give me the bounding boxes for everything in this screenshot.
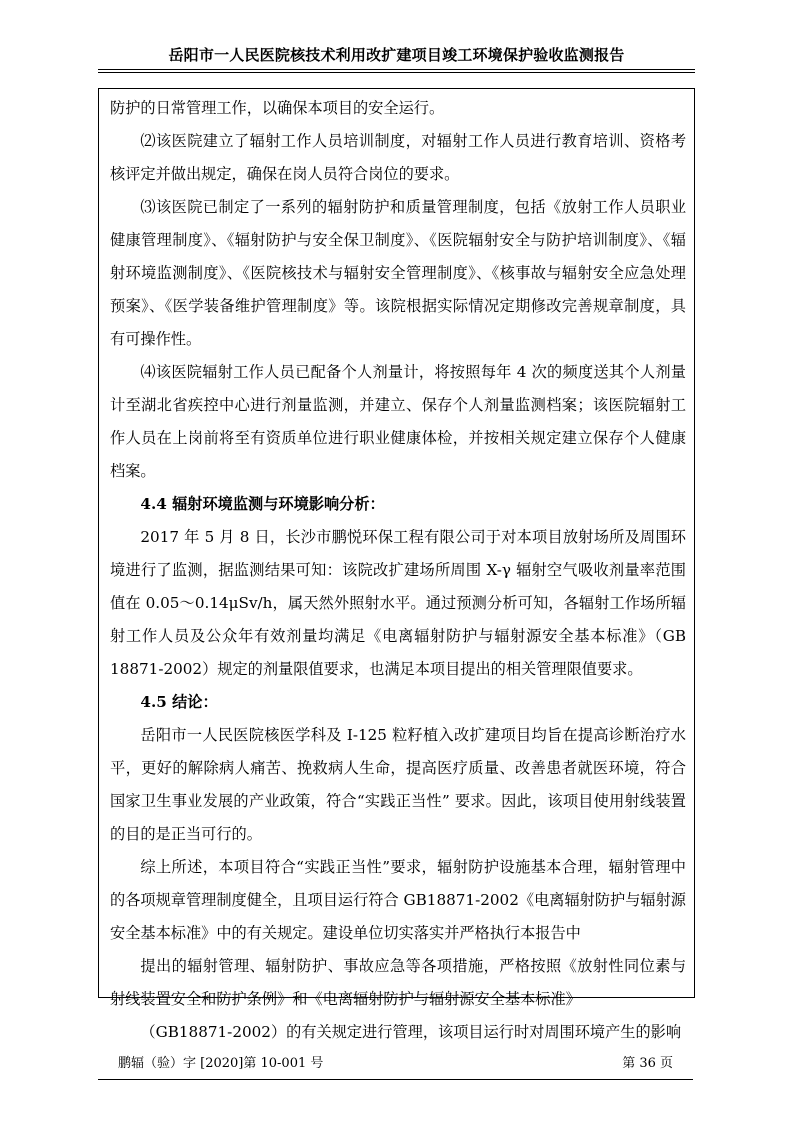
paragraph-conclusion-summary: 综上所述，本项目符合“实践正当性”要求，辐射防护设施基本合理，辐射管理中的各项规章管理制度健全，且项目运行符合 GB18871-2002《电离辐射防护与辐射源安全基本标准》中的有关规定。建设单位切实落实并严格执行本报告中 (110, 858, 686, 942)
section-heading-4-4: 4.4 辐射环境监测与环境影响分析： (140, 495, 385, 513)
document-number: 鹏辐（验）字 [2020]第 10-001 号 (118, 1056, 324, 1071)
header-rule-thick (98, 69, 695, 70)
report-body (110, 92, 686, 1049)
paragraph-continuation: 防护的日常管理工作，以确保本项目的安全运行。 (110, 99, 445, 117)
page-header-title: 岳阳市一人民医院核技术利用改扩建项目竣工环境保护验收监测报告 (168, 46, 625, 64)
paragraph-training-system: ⑵该医院建立了辐射工作人员培训制度，对辐射工作人员进行教育培训、资格考核评定并做出规定，确保在岗人员符合岗位的要求。 (110, 132, 686, 183)
paragraph-personal-dosimeter: ⑷该医院辐射工作人员已配备个人剂量计，将按照每年 4 次的频度送其个人剂量计至湖北省疾控中心进行剂量监测，并建立、保存个人剂量监测档案；该医院辐射工作人员在上岗前将至有资质单位进行职业健康体检，并按相关规定建立保存个人健康档案。 (110, 363, 686, 480)
paragraph-conclusion-regulation: （GB18871-2002）的有关规定进行管理，该项目运行时对周围环境产生的影响 (140, 1023, 682, 1041)
header-rule-thin (98, 72, 695, 73)
section-heading-4-5: 4.5 结论： (140, 693, 218, 711)
paragraph-conclusion-measures: 提出的辐射管理、辐射防护、事故应急等各项措施，严格按照《放射性同位素与射线装置安全和防护条例》和《电离辐射防护与辐射源安全基本标准》 (110, 957, 686, 1008)
page-number: 第 36 页 (622, 1056, 673, 1071)
footer-rule (98, 1079, 693, 1080)
paragraph-management-rules: ⑶该医院已制定了一系列的辐射防护和质量管理制度，包括《放射工作人员职业健康管理制度》、《辐射防护与安全保卫制度》、《医院辐射安全与防护培训制度》、《辐射环境监测制度》、《医院核技术与辐射安全管理制度》、《核事故与辐射安全应急处理预案》、《医学装备维护管理制度》等。该院根据实际情况定期修改完善规章制度，具有可操作性。 (110, 198, 686, 348)
paragraph-monitoring-results: 2017 年 5 月 8 日，长沙市鹏悦环保工程有限公司于对本项目放射场所及周围环境进行了监测，据监测结果可知：该院改扩建场所周围 X-γ 辐射空气吸收剂量率范围值在 0.05～0.14μSv/h，属天然外照射水平。通过预测分析可知，各辐射工作场所辐射工作人员及公众年有效剂量均满足《电离辐射防护与辐射源安全基本标准》（GB 18871-2002）规定的剂量限值要求，也满足本项目提出的相关管理限值要求。 (110, 528, 686, 678)
paragraph-conclusion-purpose: 岳阳市一人民医院核医学科及 I-125 粒籽植入改扩建项目均旨在提高诊断治疗水平，更好的解除病人痛苦、挽救病人生命，提高医疗质量、改善患者就医环境，符合国家卫生事业发展的产业政策，符合“实践正当性” 要求。因此，该项目使用射线装置的目的是正当可行的。 (110, 726, 686, 843)
